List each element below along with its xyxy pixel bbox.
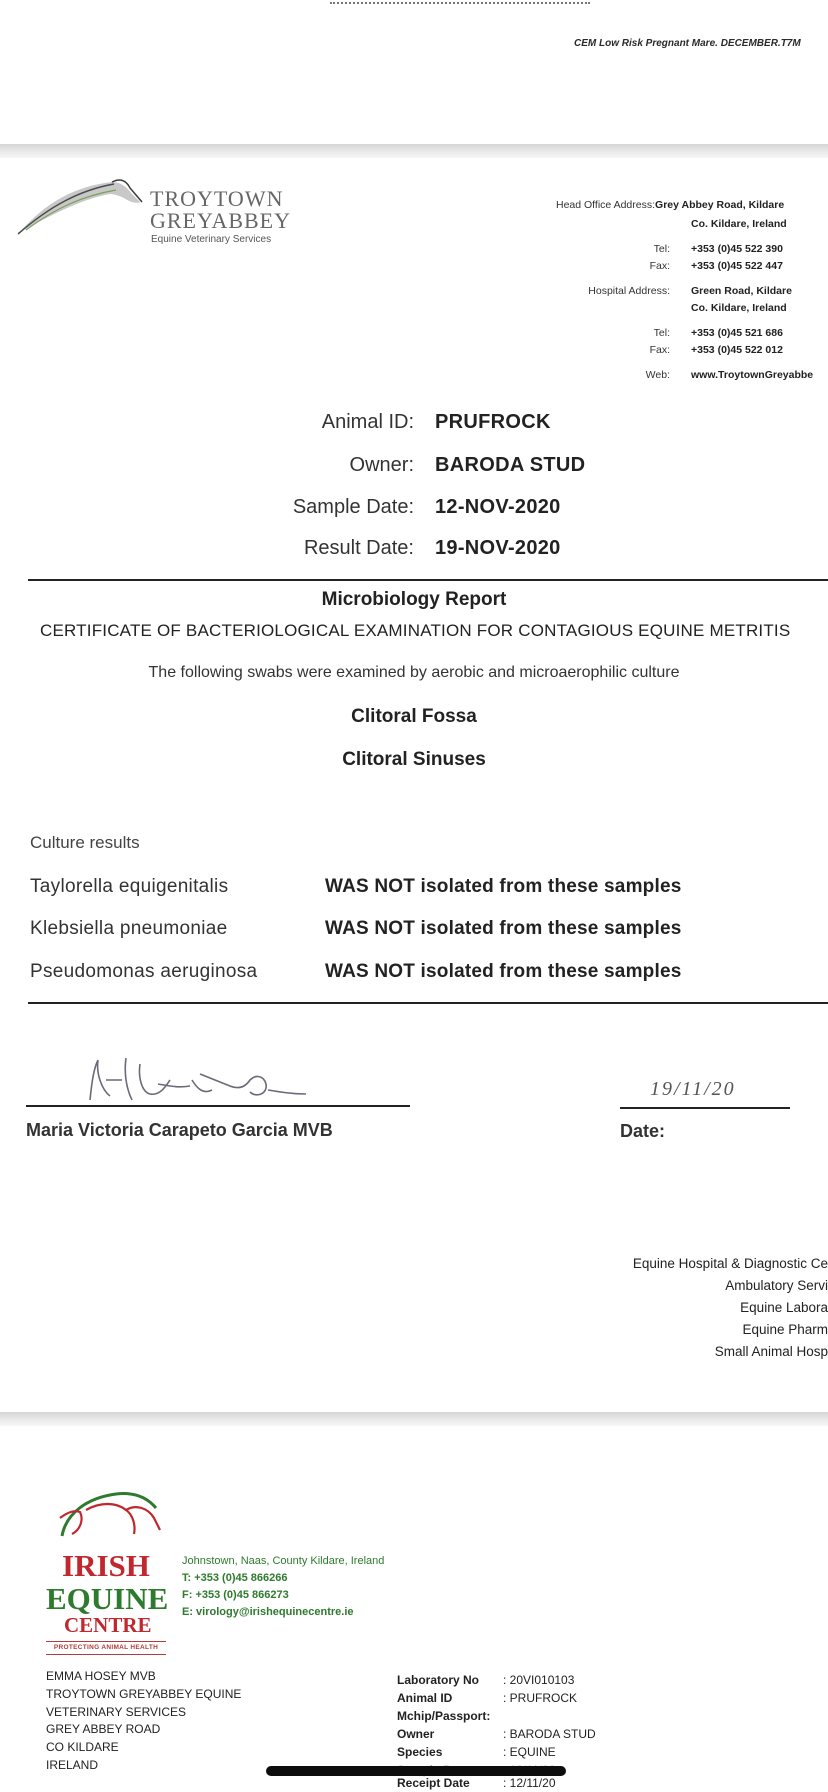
top-dotted-line (330, 0, 590, 4)
field-animal-id-value: : PRUFROCK (503, 1691, 578, 1705)
hospital-label: Hospital Address: (588, 285, 670, 297)
troytown-name (150, 188, 291, 232)
home-indicator[interactable] (266, 1766, 566, 1776)
certificate-title: CERTIFICATE OF BACTERIOLOGICAL EXAMINATION FOR CONTAGIOUS EQUINE METRITIS (40, 621, 791, 640)
handwritten-date: 19/11/20 (650, 1078, 736, 1100)
iec-word-equine: EQUINE (46, 1581, 169, 1616)
animal-id-label: Animal ID: (321, 411, 414, 433)
recipient-line-1: EMMA HOSEY MVB (46, 1669, 156, 1683)
hospital-tel-label: Tel: (653, 327, 670, 339)
head-office-line2: Co. Kildare, Ireland (691, 218, 787, 230)
recipient-line-4: GREY ABBEY ROAD (46, 1722, 161, 1737)
hospital-fax-label: Fax: (649, 344, 670, 356)
organism-1: Taylorella equigenitalis (30, 876, 229, 897)
field-lab-no-value: : 20VI010103 (503, 1673, 575, 1687)
service-2: Ambulatory Servi (725, 1278, 828, 1293)
hospital-tel: +353 (0)45 521 686 (691, 327, 783, 339)
head-office-address (556, 199, 784, 211)
owner-value: BARODA STUD (435, 454, 586, 476)
horse-head-logo-icon (16, 172, 146, 236)
sample-date-label: Sample Date: (292, 496, 414, 518)
head-office-line1: Grey Abbey Road, Kildare (655, 199, 785, 211)
result-2: WAS NOT isolated from these samples (325, 918, 682, 939)
result-date-value: 19-NOV-2020 (435, 537, 561, 559)
field-species-value: : EQUINE (503, 1745, 556, 1759)
recipient-line-2: TROYTOWN GREYABBEY EQUINE (46, 1686, 242, 1701)
head-fax: +353 (0)45 522 447 (691, 260, 783, 272)
head-tel: +353 (0)45 522 390 (691, 243, 783, 255)
iec-horse-logo-icon (56, 1484, 166, 1544)
culture-results-heading: Culture results (30, 833, 140, 852)
top-note: CEM Low Risk Pregnant Mare. DECEMBER.T7M (574, 38, 801, 49)
result-3: WAS NOT isolated from these samples (325, 961, 682, 982)
web-address: www.TroytownGreyabbe (691, 369, 814, 381)
signature-line (26, 1105, 410, 1107)
troytown-subtitle: Equine Veterinary Services (151, 234, 272, 245)
recipient-address (46, 1668, 241, 1775)
field-receipt-date-label: Receipt Date (397, 1776, 470, 1790)
service-1: Equine Hospital & Diagnostic Ce (632, 1256, 828, 1271)
field-mchip-label: Mchip/Passport: (397, 1709, 491, 1723)
service-3: Equine Labora (740, 1300, 828, 1315)
hospital-line2: Co. Kildare, Ireland (691, 302, 787, 314)
troytown-name-line2: GREYABBEY (150, 208, 292, 233)
recipient-line-3: VETERINARY SERVICES (46, 1704, 187, 1719)
iec-tel: T: +353 (0)45 866266 (182, 1572, 288, 1584)
page-separator-2 (0, 1412, 828, 1426)
result-date-label: Result Date: (303, 537, 414, 559)
sample-date-value: 12-NOV-2020 (435, 496, 561, 518)
organism-2: Klebsiella pneumoniae (30, 918, 228, 939)
iec-email[interactable]: E: virology@irishequinecentre.ie (182, 1606, 354, 1618)
report-title: Microbiology Report (321, 589, 507, 610)
iec-contact-block (182, 1553, 384, 1621)
head-office-label: Head Office Address: (556, 199, 656, 211)
swab-note: The following swabs were examined by aerobic and microaerophilic culture (148, 664, 680, 681)
service-4: Equine Pharm (742, 1322, 828, 1337)
head-tel-label: Tel: (653, 243, 670, 255)
signature-icon (80, 1050, 310, 1110)
recipient-line-6: IRELAND (46, 1757, 99, 1772)
field-owner-label: Owner (397, 1727, 435, 1741)
swab-site-1: Clitoral Fossa (351, 706, 477, 727)
service-5: Small Animal Hosp (714, 1344, 828, 1359)
iec-word-centre: CENTRE (64, 1613, 152, 1637)
recipient-line-5: CO KILDARE (46, 1740, 119, 1755)
hospital-line1: Green Road, Kildare (691, 285, 792, 297)
animal-id-value: PRUFROCK (435, 411, 551, 433)
swab-site-2: Clitoral Sinuses (342, 749, 486, 770)
field-animal-id-label: Animal ID (397, 1691, 453, 1705)
date-line (620, 1107, 790, 1109)
field-species-label: Species (397, 1745, 443, 1759)
header-divider (28, 579, 828, 581)
field-owner-value: : BARODA STUD (503, 1727, 596, 1741)
field-lab-no-label: Laboratory No (397, 1673, 480, 1687)
web-label: Web: (645, 369, 670, 381)
iec-word-irish: IRISH (62, 1548, 150, 1583)
organism-3: Pseudomonas aeruginosa (30, 961, 258, 982)
iec-address: Johnstown, Naas, County Kildare, Ireland (182, 1555, 385, 1567)
iec-fax: F: +353 (0)45 866273 (182, 1589, 289, 1601)
troytown-name-line1: TROYTOWN (150, 186, 284, 211)
iec-tagline: PROTECTING ANIMAL HEALTH (46, 1641, 166, 1655)
page-separator (0, 144, 828, 158)
date-label: Date: (620, 1121, 666, 1141)
result-1: WAS NOT isolated from these samples (325, 876, 682, 897)
signatory-name: Maria Victoria Carapeto Garcia MVB (26, 1120, 333, 1140)
owner-label: Owner: (349, 454, 414, 476)
hospital-fax: +353 (0)45 522 012 (691, 344, 783, 356)
head-fax-label: Fax: (649, 260, 670, 272)
results-divider (28, 1002, 828, 1004)
field-receipt-date-value: : 12/11/20 (503, 1776, 556, 1790)
